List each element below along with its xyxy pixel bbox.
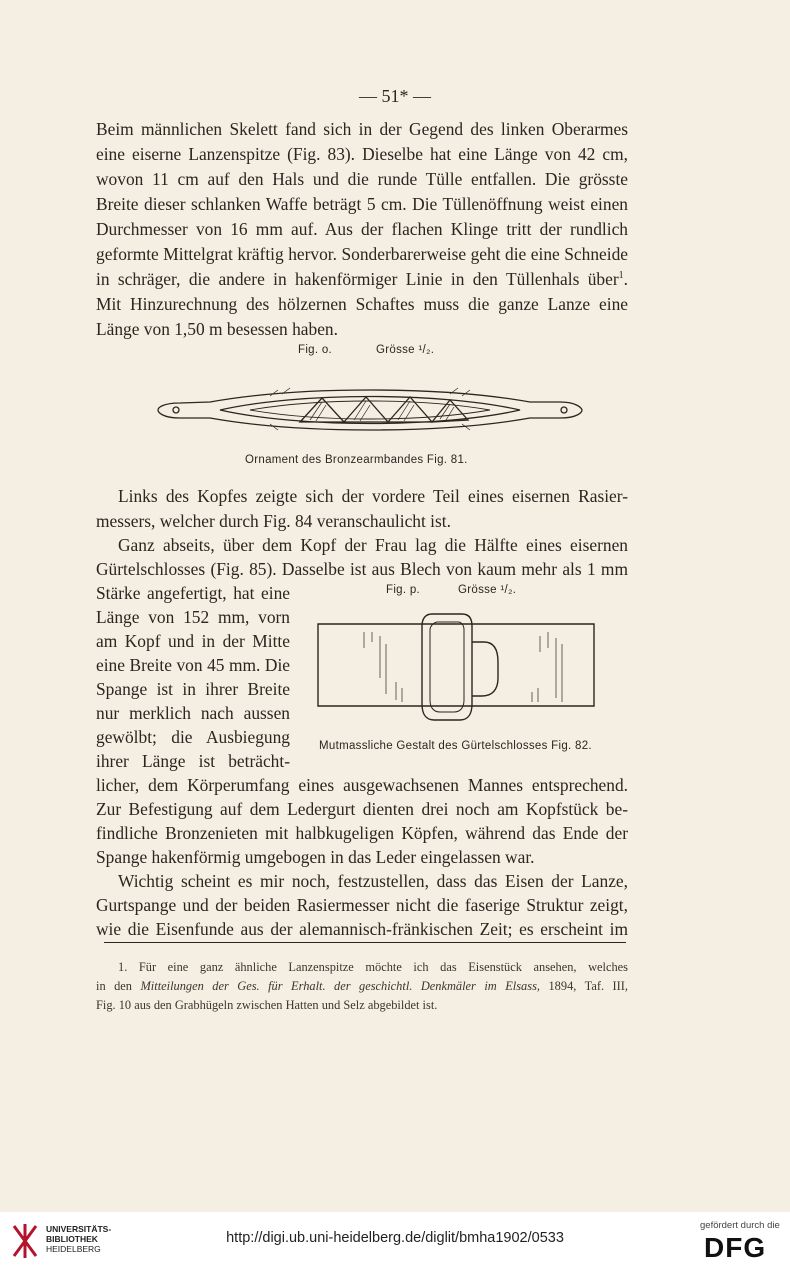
- text-line: Links des Kopfes zeigte sich der vordere Teil eines eisernen Rasier-: [118, 486, 628, 506]
- text-line: Zur Befestigung auf dem Ledergurt dienten drei noch am Kopfstück be-: [96, 799, 628, 819]
- text-line: Ganz abseits, über dem Kopf der Frau lag die Hälfte eines eisernen: [118, 535, 628, 555]
- text-line: Wichtig scheint es mir noch, festzustellen, dass das Eisen der Lanze,: [118, 871, 628, 891]
- footnote-line: [96, 977, 628, 995]
- footnote-text: 1894, Taf. III,: [548, 979, 628, 993]
- page-number: — 51* —: [359, 86, 431, 106]
- bracelet-ornament-figure: [150, 378, 590, 440]
- figure-o-scale: Grösse ¹/₂.: [376, 344, 435, 356]
- text-line: messers, welcher durch Fig. 84 veranschaulicht ist.: [96, 511, 451, 531]
- text-line: Mit Hinzurechnung des hölzernen Schaftes muss die ganze Lanze eine: [96, 294, 628, 314]
- dfg-logo[interactable]: DFG: [704, 1232, 767, 1263]
- figure-p-label: Fig. p.: [386, 584, 421, 596]
- permalink-url[interactable]: http://digi.ub.uni-heidelberg.de/diglit/bmha1902/0533: [226, 1230, 564, 1246]
- text-fragment: in schräger, die andere in hakenförmiger Linie in den Tüllenhals über: [96, 269, 619, 289]
- digitization-footer: [0, 1212, 790, 1272]
- text-line: eine Breite von 45 mm. Die: [96, 655, 290, 675]
- library-name-line: UNIVERSITÄTS-: [46, 1224, 112, 1234]
- figure-p-caption: Mutmassliche Gestalt des Gürtelschlosses Fig. 82.: [319, 740, 592, 752]
- text-line: licher, dem Körperumfang eines ausgewachsenen Mannes entsprechend.: [96, 775, 628, 795]
- figure-p-scale: Grösse ¹/₂.: [458, 584, 517, 596]
- library-name-line: HEIDELBERG: [46, 1244, 101, 1254]
- text-line: gewölbt; die Ausbiegung: [96, 727, 290, 747]
- figure-o-caption: Ornament des Bronzearmbandes Fig. 81.: [245, 454, 468, 466]
- text-line: Länge von 1,50 m besessen haben.: [96, 319, 338, 339]
- text-line: Gurtspange und der beiden Rasiermesser nicht die faserige Struktur zeigt,: [96, 895, 628, 915]
- footnote-marker: 1: [618, 270, 624, 282]
- text-line: geformte Mittelgrat kräftig hervor. Sonderbarerweise geht die eine Schneide: [96, 244, 628, 264]
- figure-o-label: Fig. o.: [298, 344, 333, 356]
- footnote-line: 1. Für eine ganz ähnliche Lanzenspitze möchte ich das Eisenstück ansehen, welches: [118, 960, 628, 974]
- library-name-line: BIBLIOTHEK: [46, 1234, 98, 1244]
- text-line: Beim männlichen Skelett fand sich in der Gegend des linken Oberarmes: [96, 119, 628, 139]
- text-line: in schräger, die andere in hakenförmiger Linie in den Tüllenhals über$^1$.: [96, 269, 628, 289]
- footnote-journal: Mitteilungen der Ges. für Erhalt. der geschichtl. Denkmäler im Elsass,: [140, 979, 540, 993]
- text-line: findliche Bronzenieten mit halbkugeligen Köpfen, während das Ende der: [96, 823, 628, 843]
- text-line: wie die Eisenfunde aus der alemannisch-fränkischen Zeit; es erscheint im: [96, 919, 628, 939]
- text-line: ihrer Länge ist beträcht-: [96, 751, 290, 771]
- text-line: Spange ist in ihrer Breite: [96, 679, 290, 699]
- text-line: Breite dieser schlanken Waffe beträgt 5 cm. Die Tüllenöffnung weist einen: [96, 194, 628, 214]
- footnote-line: Fig. 10 aus den Grabhügeln zwischen Hatten und Selz abgebildet ist.: [96, 998, 438, 1012]
- text-line: wovon 11 cm auf den Hals und die runde Tülle entfallen. Die grösste: [96, 169, 628, 189]
- footnote-divider: [104, 942, 626, 943]
- footnote-text: in den: [96, 979, 132, 993]
- text-line: am Kopf und in der Mitte: [96, 631, 290, 651]
- text-line: eine eiserne Lanzenspitze (Fig. 83). Dieselbe hat eine Länge von 42 cm,: [96, 144, 628, 164]
- belt-buckle-figure: [312, 608, 600, 734]
- text-line: Länge von 152 mm, vorn: [96, 607, 290, 627]
- text-line: Gürtelschlosses (Fig. 85). Dasselbe ist aus Blech von kaum mehr als 1 mm: [96, 559, 628, 579]
- funded-by-label: gefördert durch die: [700, 1220, 780, 1231]
- text-line: Spange hakenförmig umgebogen in das Leder eingelassen war.: [96, 847, 535, 867]
- text-line: Durchmesser von 16 mm auf. Aus der flachen Klinge tritt der rundlich: [96, 219, 628, 239]
- text-line: Stärke angefertigt, hat eine: [96, 583, 290, 603]
- text-line: nur merklich nach aussen: [96, 703, 290, 723]
